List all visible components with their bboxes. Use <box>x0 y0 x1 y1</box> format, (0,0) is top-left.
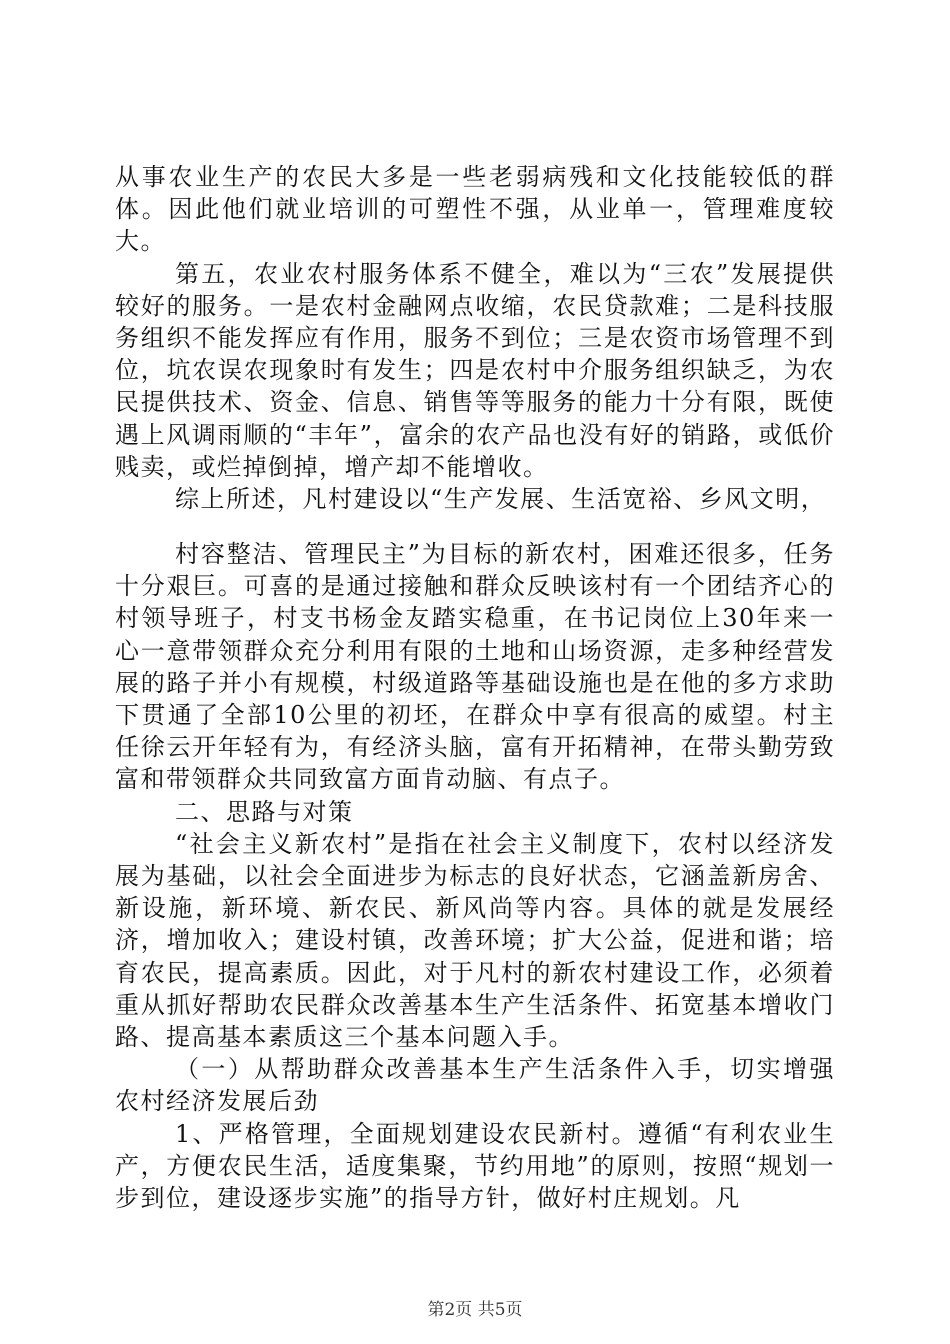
section-heading: 二、思路与对策 <box>175 797 354 826</box>
paragraph: 村容整洁、管理民主”为目标的新农村，困难还很多，任务十分艰巨。可喜的是通过接触和群众反映该村有一个团结齐心的村领导班子，村支书杨金友踏实稳重，在书记岗位上30年来一心一意带领群众充分利用有限的土地和山场资源，走多种经营发展的路子并小有规模，村级道路等基础设施也是在他的多方求助下贯通了全部10公里的初坯，在群众中享有很高的威望。村主任徐云开年轻有为，有经济头脑，富有开拓精神，在带头勤劳致富和带领群众共同致富方面肯动脑、有点子。 <box>115 540 835 794</box>
subsection-heading: （一）从帮助群众改善基本生产生活条件入手，切实增强农村经济发展后劲 <box>115 1055 835 1116</box>
paragraph: 综上所述，凡村建设以“生产发展、生活宽裕、乡风文明， <box>175 485 827 514</box>
paragraph: 第五，农业农村服务体系不健全，难以为“三农”发展提供较好的服务。一是农村金融网点收缩，农民贷款难；二是科技服务组织不能发挥应有作用，服务不到位；三是农资市场管理不到位，坑农误农现象时有发生；四是农村中介服务组织缺乏，为农民提供技术、资金、信息、销售等等服务的能力十分有限，既使遇上风调雨顺的“丰年”，富余的农产品也没有好的销路，或低价贱卖，或烂掉倒掉，增产却不能增收。 <box>115 259 835 481</box>
paragraph: 从事农业生产的农民大多是一些老弱病残和文化技能较低的群体。因此他们就业培训的可塑性不强，从业单一，管理难度较大。 <box>115 163 835 256</box>
text-block-top <box>115 161 835 515</box>
page-number-footer: 第2页 共5页 <box>427 1300 523 1320</box>
paragraph: “社会主义新农村”是指在社会主义制度下，农村以经济发展为基础，以社会全面进步为标志的良好状态，它涵盖新房舍、新设施，新环境、新农民、新风尚等内容。具体的就是发展经济，增加收入；建设村镇，改善环境；扩大公益，促进和谐；培育农民，提高素质。因此，对于凡村的新农村建设工作，必须着重从抓好帮助农民群众改善基本生产生活条件、拓宽基本增收门路、提高基本素质这三个基本问题入手。 <box>115 829 835 1052</box>
paragraph: 1、严格管理，全面规划建设农民新村。遵循“有利农业生产，方便农民生活，适度集聚，节约用地”的原则，按照“规划一步到位，建设逐步实施”的指导方针，做好村庄规划。凡 <box>115 1119 835 1213</box>
text-block-bottom <box>115 538 835 1214</box>
